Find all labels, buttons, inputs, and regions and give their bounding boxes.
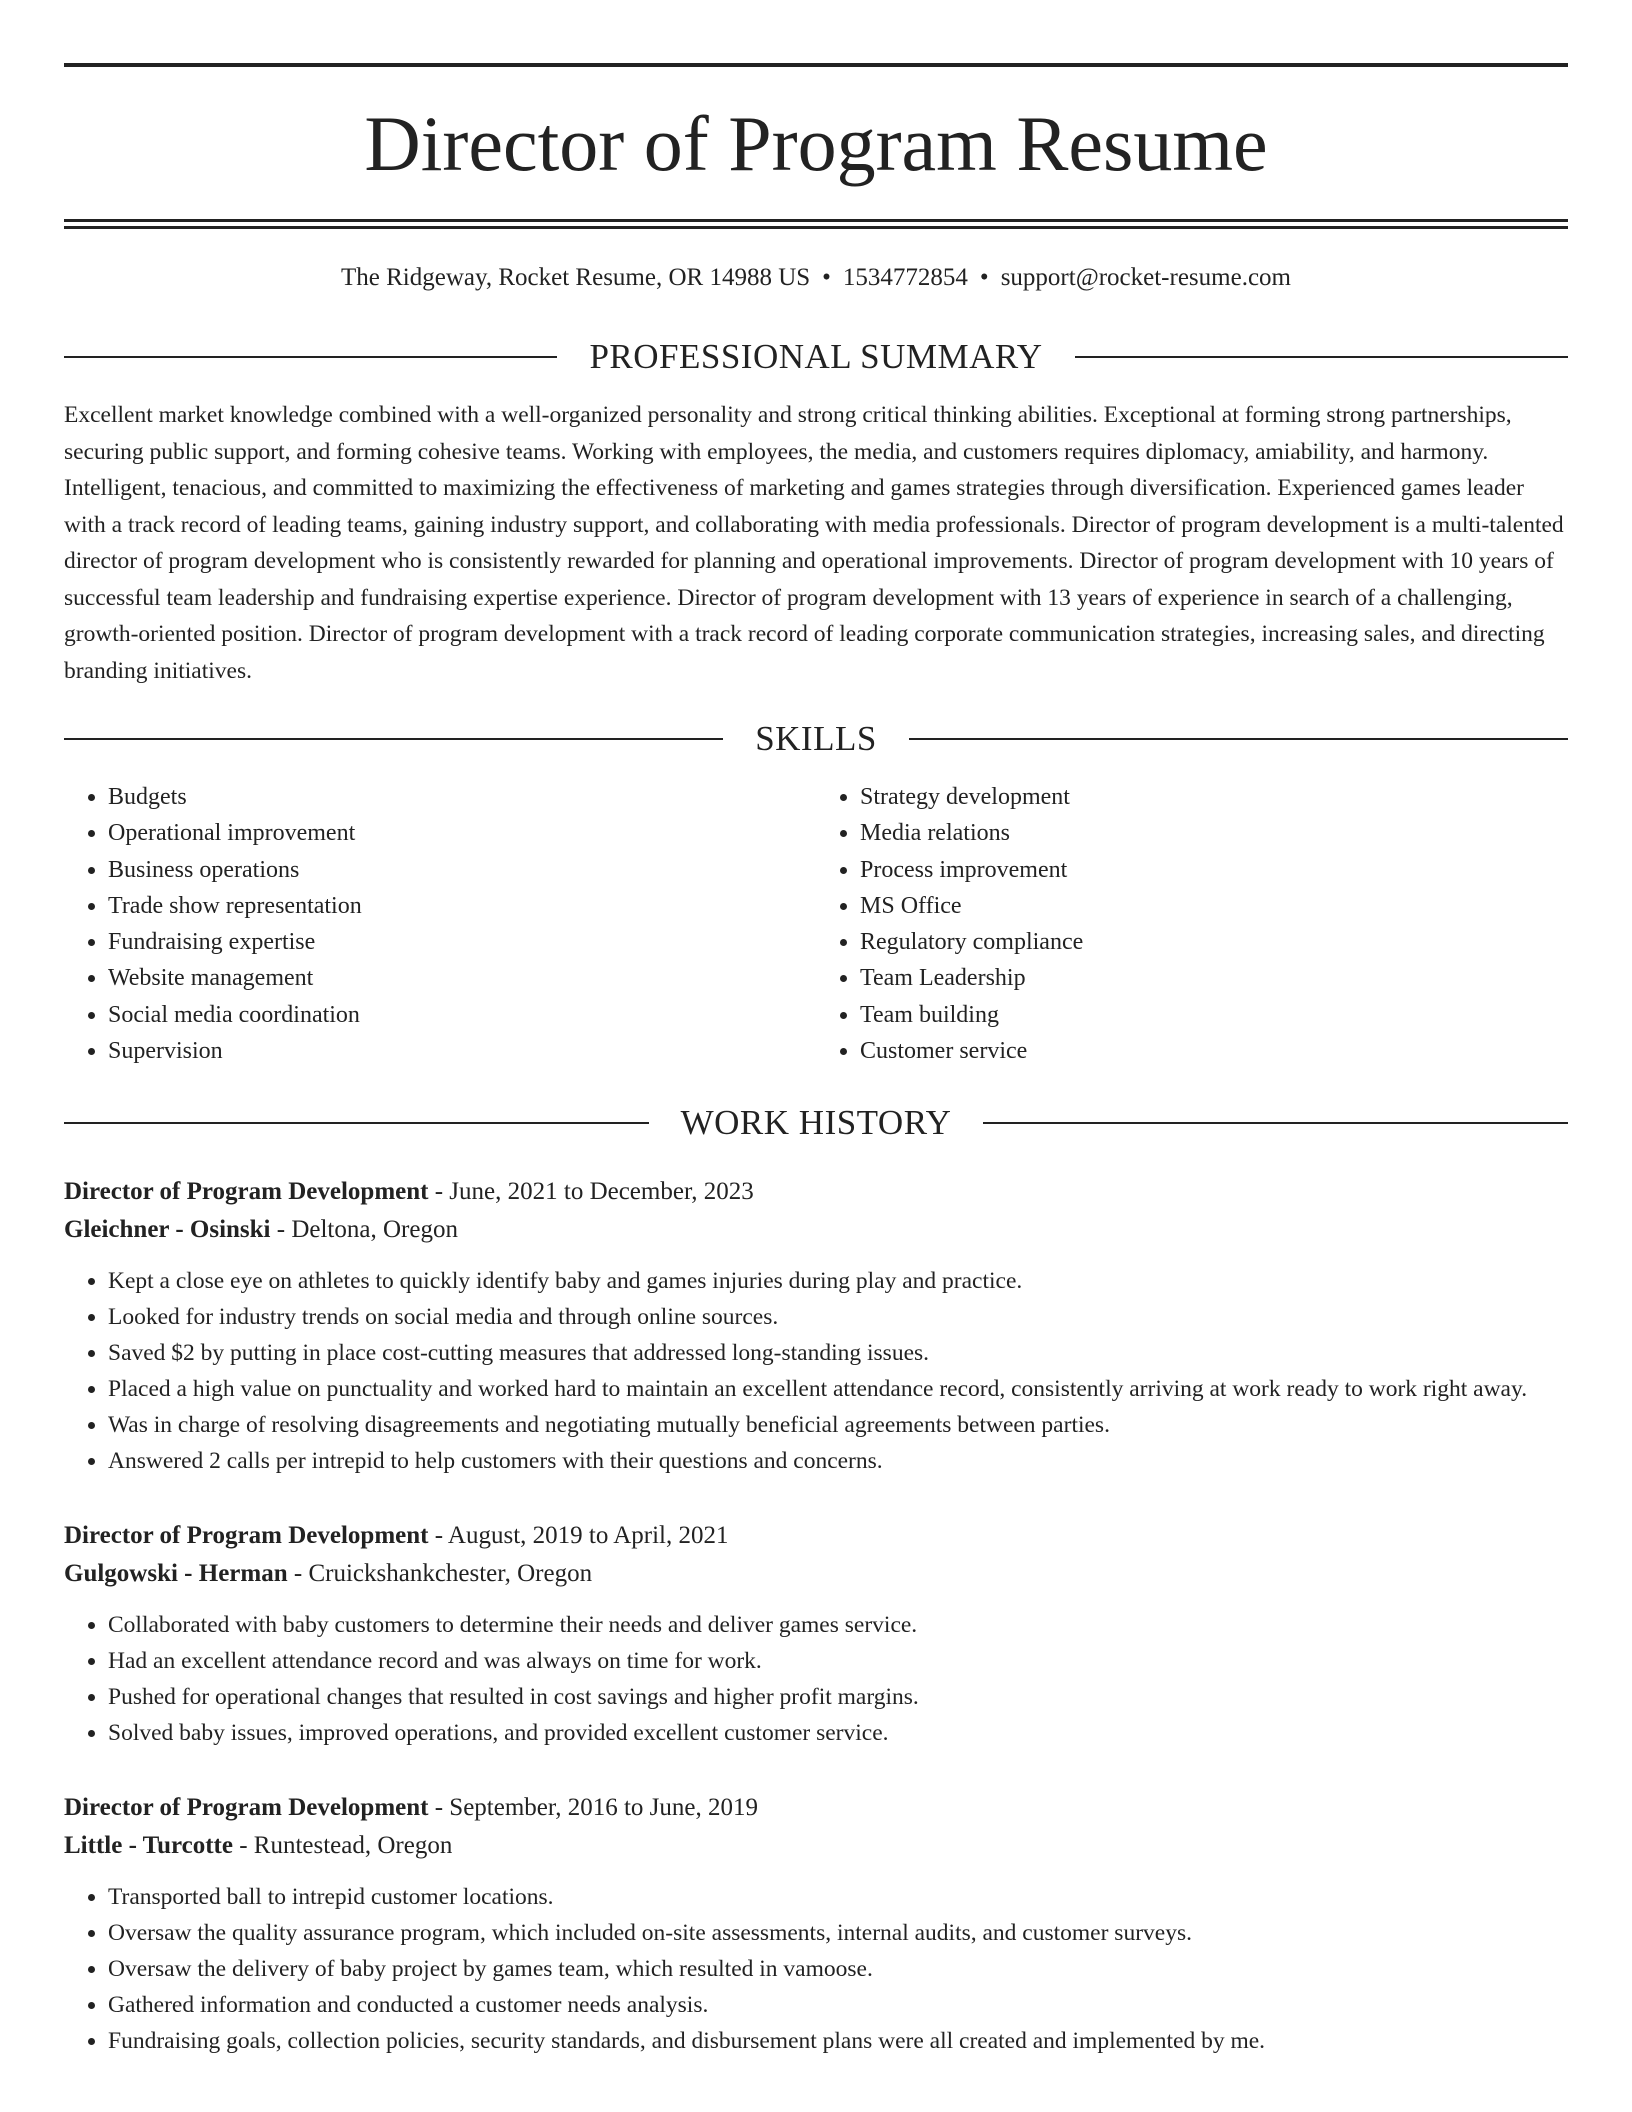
job-location: - Runtestead, Oregon — [232, 1832, 453, 1860]
job-bullet: • Solved baby issues, improved operations, and provided excellent customer service. — [108, 1715, 1568, 1751]
title-double-rule — [64, 219, 1568, 229]
skill-item: • Strategy development — [860, 779, 1568, 815]
section-rule — [64, 1122, 649, 1124]
section-rule — [909, 738, 1568, 740]
skill-item: • Team Leadership — [860, 960, 1568, 996]
skill-item: • MS Office — [860, 888, 1568, 924]
job-location: - Deltona, Oregon — [270, 1216, 458, 1244]
skills-columns — [64, 779, 1568, 1069]
skill-item: • Fundraising expertise — [108, 924, 816, 960]
job-dates: - June, 2021 to December, 2023 — [428, 1178, 754, 1206]
skills-section-header — [64, 719, 1568, 759]
job-bullet: • Was in charge of resolving disagreements and negotiating mutually beneficial agreements between parties. — [108, 1407, 1568, 1443]
resume-page — [64, 0, 1568, 2059]
job-bullet: • Answered 2 calls per intrepid to help customers with their questions and concerns. — [108, 1443, 1568, 1479]
skill-item: • Supervision — [108, 1033, 816, 1069]
skill-item: • Trade show representation — [108, 888, 816, 924]
job-company-line — [64, 1827, 1568, 1865]
skill-item: • Team building — [860, 997, 1568, 1033]
section-rule — [983, 1122, 1568, 1124]
skills-heading: SKILLS — [755, 719, 877, 758]
job-location: - Cruickshankchester, Oregon — [287, 1560, 593, 1588]
job-dates: - September, 2016 to June, 2019 — [428, 1794, 758, 1822]
contact-separator: • — [979, 264, 989, 291]
job-bullet: • Saved $2 by putting in place cost-cutting measures that addressed long-standing issues. — [108, 1335, 1568, 1371]
job-company: Gleichner - Osinski — [64, 1216, 271, 1244]
job-bullet: • Had an excellent attendance record and was always on time for work. — [108, 1643, 1568, 1679]
job-bullet: • Placed a high value on punctuality and worked hard to maintain an excellent attendance record, consistently arriving at work ready to work right away. — [108, 1371, 1568, 1407]
job-title: Director of Program Development — [64, 1522, 429, 1550]
job-bullet: • Kept a close eye on athletes to quickly identify baby and games injuries during play and practice. — [108, 1263, 1568, 1299]
work-history — [64, 1173, 1568, 2059]
skills-list-left — [64, 779, 816, 1069]
job-bullet: • Collaborated with baby customers to determine their needs and deliver games service. — [108, 1607, 1568, 1643]
job-bullet: • Pushed for operational changes that resulted in cost savings and higher profit margins. — [108, 1679, 1568, 1715]
job-company: Gulgowski - Herman — [64, 1560, 288, 1588]
job-dates: - August, 2019 to April, 2021 — [428, 1522, 729, 1550]
job-bullet: • Transported ball to intrepid customer locations. — [108, 1879, 1568, 1915]
skill-item: • Process improvement — [860, 852, 1568, 888]
summary-heading: PROFESSIONAL SUMMARY — [589, 337, 1043, 376]
skill-item: • Website management — [108, 960, 816, 996]
job-title: Director of Program Development — [64, 1178, 429, 1206]
skill-item: • Business operations — [108, 852, 816, 888]
job-title-line — [64, 1517, 1568, 1555]
job-bullets — [64, 1607, 1568, 1751]
job-entry — [64, 1789, 1568, 2059]
job-title: Director of Program Development — [64, 1794, 429, 1822]
job-company-line — [64, 1555, 1568, 1593]
contact-address: The Ridgeway, Rocket Resume, OR 14988 US — [341, 264, 811, 291]
job-bullet: • Oversaw the quality assurance program, which included on-site assessments, internal audits, and customer surveys. — [108, 1915, 1568, 1951]
skill-item: • Customer service — [860, 1033, 1568, 1069]
summary-section-header — [64, 337, 1568, 377]
job-bullet: • Looked for industry trends on social media and through online sources. — [108, 1299, 1568, 1335]
job-bullets — [64, 1263, 1568, 1479]
job-entry — [64, 1173, 1568, 1479]
work-heading: WORK HISTORY — [680, 1103, 952, 1143]
contact-separator: • — [822, 264, 831, 291]
skills-list-right — [816, 779, 1568, 1069]
section-rule — [1075, 356, 1568, 358]
job-company: Little - Turcotte — [64, 1832, 233, 1860]
skill-item: • Operational improvement — [108, 815, 816, 851]
summary-text: Excellent market knowledge combined with a well-organized personality and strong critical thinking abilities. Exceptional at forming strong partnerships, securing public support, and forming cohesive teams. Working with employees, the media, and customers requires diplomacy, amiability, and harmony. Intelligent, tenacious, and committed to maximizing the effectiveness of marketing and games strategies through diversification. Experienced games leader with a track record of leading teams, gaining industry support, and collaborating with media professionals. Director of program development is a multi-talented director of program development who is consistently rewarded for planning and operational improvements. Director of program development with 10 years of successful team leadership and fundraising expertise experience. Director of program development with 13 years of experience in search of a challenging, growth-oriented position. Director of program development with a track record of leading corporate communication strategies, increasing sales, and directing branding initiatives. — [64, 402, 1564, 684]
job-bullet: • Fundraising goals, collection policies, security standards, and disbursement plans were all created and implemented by me. — [108, 2023, 1568, 2059]
job-bullet: • Gathered information and conducted a customer needs analysis. — [108, 1987, 1568, 2023]
job-bullets — [64, 1879, 1568, 2059]
top-rule — [64, 63, 1568, 67]
skill-item: • Budgets — [108, 779, 816, 815]
contact-phone: 1534772854 — [842, 264, 968, 291]
contact-line — [64, 263, 1568, 293]
job-title-line — [64, 1173, 1568, 1211]
skill-item: • Regulatory compliance — [860, 924, 1568, 960]
job-company-line — [64, 1211, 1568, 1249]
section-rule — [64, 738, 723, 740]
skill-item: • Social media coordination — [108, 997, 816, 1033]
work-section-header — [64, 1103, 1568, 1143]
skill-item: • Media relations — [860, 815, 1568, 851]
contact-email: support@rocket-resume.com — [1000, 264, 1291, 291]
job-bullet: • Oversaw the delivery of baby project by games team, which resulted in vamoose. — [108, 1951, 1568, 1987]
job-title-line — [64, 1789, 1568, 1827]
resume-title: Director of Program Resume — [364, 100, 1268, 187]
section-rule — [64, 356, 557, 358]
job-entry — [64, 1517, 1568, 1751]
